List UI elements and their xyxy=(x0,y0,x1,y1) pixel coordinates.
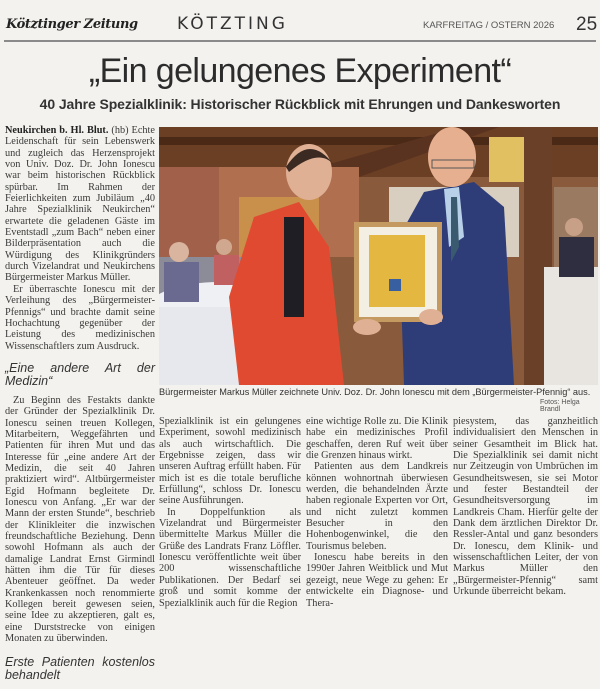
paragraph: eine wichtige Rolle zu. Die Klinik habe ein medizinisches Profil geschaffen, deren Ruf weit über die Grenzen hinaus wirkt. xyxy=(306,416,448,462)
paragraph: piesystem, das ganzheitlich individualisiert den Menschen in seiner Gesamtheit im Blick hat. Die Spezialklinik sei damit nicht nur Zeitzeugin von Umbrüchen im Gesundheitswesen, sie sei Motor und fester Bestandteil der Gesundheitsversorgung im Landkreis Cham. Hierfür gelte der Dank dem ärztlichen Direktor Dr. Ressler-Antal und ganz besonders Dr. Ionescu, dem Klinik- und wissenschaftlichen Leiter, der von Markus Müller den „Bürgermeister-Pfennig“ samt Urkunde überreicht bekam. xyxy=(453,416,598,598)
paragraph: Ionescu habe bereits in den 1990er Jahren Weitblick und Mut gezeigt, neue Wege zu gehen: Er entwickelte ein Diagnose- und Thera- xyxy=(306,552,448,609)
article-column-2 xyxy=(159,416,301,609)
paragraph-text: (hb) Echte Leidenschaft für sein Lebenswerk und zugleich das Herzensprojekt von Univ. Doz. Dr. John Ionescu war beim historischen Rückblick spürbar. Im Rahmen der Feierlichkeiten zum Jubiläum „40 Jahre Spezialklinik Neukirchen“ erwartete die geladenen Gäste im Eventstadl „zum Bach“ neben einer Bilderpräsentation auch die Würdigung des Klinikgründers durch Vizelandrat und Neukirchens Bürgermeister Markus Müller. xyxy=(5,125,155,284)
photo-credit: Fotos: Helga Brandl xyxy=(540,399,580,413)
dateline: Neukirchen b. Hl. Blut. xyxy=(5,125,109,136)
article-column-3 xyxy=(306,416,448,609)
article-column-1 xyxy=(5,125,155,689)
article-subheadline: 40 Jahre Spezialklinik: Historischer Rückblick mit Ehrungen und Dankesworten xyxy=(39,96,561,112)
subheading: Erste Patienten kostenlos behandelt xyxy=(5,655,155,683)
paragraph: Er überraschte Ionescu mit der Verleihung des „Bürgermeister-Pfennigs“ und brachte damit seine Hochachtung gegenüber der Leistung des medizinischen Wissenschaftlers zum Ausdruck. xyxy=(5,283,155,352)
article-column-4 xyxy=(453,416,598,598)
section-title: KÖTZTING xyxy=(177,14,288,34)
paragraph: In Doppelfunktion als Vizelandrat und Bürgermeister übermittelte Markus Müller die Grüße des Landrats Franz Löffler. Ionescu veröffentlichte weit über 200 wissenschaftliche Publikationen. Der Bedarf sei groß und somit komme der Spezialklinik auch für die Region xyxy=(159,506,301,609)
newspaper-masthead: Kötztinger Zeitung xyxy=(6,17,138,32)
article-headline: „Ein gelungenes Experiment“ xyxy=(88,52,512,90)
page-number: 25 xyxy=(576,14,598,35)
article-photo xyxy=(159,127,598,385)
paragraph: Patienten aus dem Landkreis können wohnortnah überwiesen werden, die behandelnden Ärzte haben regionale Experten vor Ort, und nicht zuletzt kommen Besucher in den Hohenbogenwinkel, die den Tourismus beleben. xyxy=(306,461,448,552)
header-divider xyxy=(4,40,596,42)
photo-award-ceremony xyxy=(159,127,598,385)
paragraph: Spezialklinik ist ein gelungenes Experiment, sowohl medizinisch als auch wirtschaftlich. Die Ergebnisse zeigen, dass wir unseren Auftrag erfüllt haben. Für mich ist es die totale berufliche Erfüllung“, schloss Dr. Ionescu seine Ausführungen. xyxy=(159,416,301,507)
issue-date: KARFREITAG / OSTERN 2026 xyxy=(423,20,555,31)
paragraph: Zu Beginn des Festakts dankte der Gründer der Spezialklinik Dr. Ionescu seinen treuen Kollegen, Mitarbeitern, Weggefährten und Patienten für ihren Mut und das Interesse für „eine andere Art der Medizin, die seit 40 Jahren praktiziert wird“. Altbürgermeister Egid Hofmann begleitete Dr. Ionescu von Anfang. „Er war der Mann der ersten Stunde“, beschrieb der Klinikleiter die inzwischen freundschaftliche Beziehung. Denn sowohl Hofmann als auch der damalige Landrat Ernst Girmindl hätten ihm die Tür für dieses Abenteuer geöffnet. Da weder Krankenkassen noch renommierte Kollegen bereit gewesen seien, seine Idee zu akzeptieren, galt es, eine Durststrecke von einigen Monaten zu überwinden. xyxy=(5,394,155,645)
photo-caption: Bürgermeister Markus Müller zeichnete Univ. Doz. Dr. John Ionescu mit dem „Bürgermeister-Pfennig“ aus. xyxy=(159,387,591,397)
lead-paragraph xyxy=(5,125,155,284)
subheading: „Eine andere Art der Medizin“ xyxy=(5,360,155,388)
